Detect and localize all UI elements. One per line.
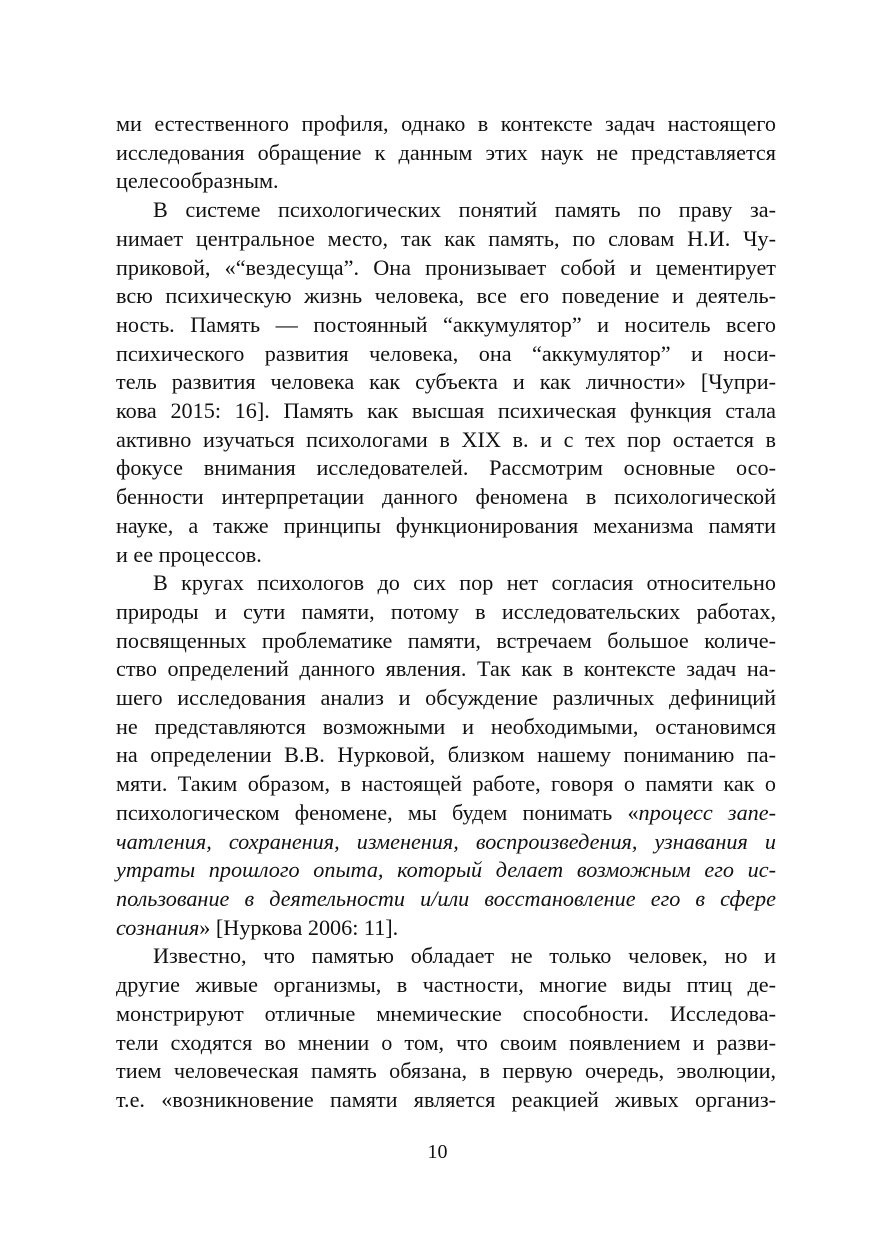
text-line: сознания» [Нуркова 2006: 11].	[116, 914, 399, 940]
text-line: бенности интерпретации данного феномена в психологической	[116, 484, 776, 510]
text-line: науке, а также принципы функционирования механизма памяти	[116, 512, 776, 538]
text-line: целесообразным.	[116, 168, 279, 194]
text-line: ность. Память — постоянный “аккумулятор” и носитель всего	[116, 311, 776, 337]
paragraph	[116, 569, 776, 942]
text-line: В системе психологических понятий память по праву за-	[153, 197, 776, 223]
text-line: психического развития человека, она “аккумулятор” и носи-	[116, 340, 776, 366]
text-line: природы и сути памяти, потому в исследовательских работах,	[116, 598, 776, 624]
text-line: и ее процессов.	[116, 541, 262, 567]
text-line: ми естественного профиля, однако в контексте задач настоящего	[116, 111, 776, 136]
text-line: тели сходятся во мнении о том, что своим появлением и разви-	[116, 1029, 776, 1055]
text-line: ство определений данного явления. Так как в контексте задач на-	[116, 656, 776, 682]
text-line: шего исследования анализ и обсуждение различных дефиниций	[116, 685, 776, 711]
text-line: фокусе внимания исследователей. Рассмотрим основные осо-	[116, 455, 776, 481]
text-line: тием человеческая память обязана, в первую очередь, эволюции,	[116, 1058, 776, 1084]
page-body	[116, 110, 776, 1115]
text-line: исследования обращение к данным этих наук не представляется	[116, 139, 776, 165]
text-line: другие живые организмы, в частности, многие виды птиц де-	[116, 972, 776, 998]
text-line: В кругах психологов до сих пор нет согласия относительно	[153, 570, 776, 596]
text-line: Известно, что памятью обладает не только человек, но и	[153, 943, 776, 969]
text-line: т.е. «возникновение памяти является реакцией живых организ-	[116, 1086, 776, 1112]
text-line: не представляются возможными и необходимыми, остановимся	[116, 713, 776, 739]
text-line: утраты прошлого опыта, который делает возможным его ис-	[116, 857, 776, 883]
text-line: мяти. Таким образом, в настоящей работе, говоря о памяти как о	[116, 771, 776, 797]
page-number: 10	[427, 1141, 448, 1163]
quote-italic: процесс запе-	[638, 799, 777, 825]
paragraph	[116, 196, 776, 569]
paragraph	[116, 110, 776, 196]
text-line: психологическом феномене, мы будем понимать «процесс запе-	[116, 799, 777, 825]
text-line: тель развития человека как субъекта и как личности» [Чупри-	[116, 369, 776, 395]
text-line: монстрируют отличные мнемические способности. Исследова-	[116, 1000, 776, 1026]
text-line: активно изучаться психологами в XIX в. и с тех пор остается в	[116, 426, 776, 452]
text-line: кова 2015: 16]. Память как высшая психическая функция стала	[116, 398, 776, 424]
text-line: приковой, «“вездесуща”. Она пронизывает собой и цементирует	[116, 254, 776, 280]
text-line: всю психическую жизнь человека, все его поведение и деятель-	[116, 283, 776, 309]
text-line: посвященных проблематике памяти, встречаем большое количе-	[116, 627, 776, 653]
paragraph	[116, 942, 776, 1114]
text-line: чатления, сохранения, изменения, воспроизведения, узнавания и	[116, 828, 776, 854]
text-line: пользование в деятельности и/или восстановление его в сфере	[116, 885, 776, 911]
text-line: нимает центральное место, так как память, по словам Н.И. Чу-	[116, 225, 776, 251]
quote-italic: сознания	[116, 914, 200, 940]
text-line: на определении В.В. Нурковой, близком нашему пониманию па-	[116, 742, 776, 768]
